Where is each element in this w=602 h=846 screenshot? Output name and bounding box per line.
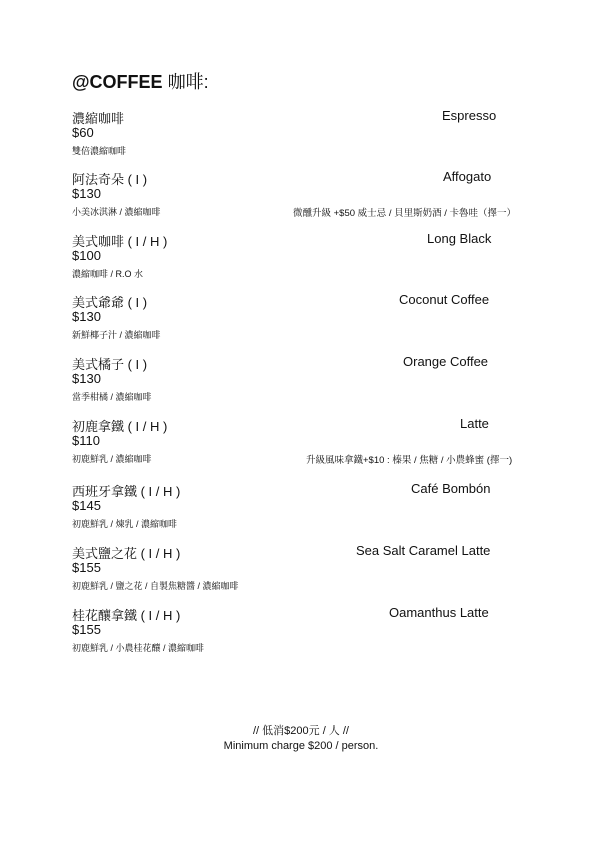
item-desc: 初鹿鮮乳 / 濃縮咖啡	[72, 454, 152, 464]
item-name-zh: 美式鹽之花 ( I / H )	[72, 546, 181, 561]
item-name-en: Affogato	[443, 169, 492, 184]
menu-item-latte	[72, 416, 532, 472]
item-upgrade-note: 升級風味拿鐵+$10 : 榛果 / 焦糖 / 小農蜂蜜 (擇一)	[306, 455, 513, 466]
item-name-zh: 阿法奇朵 ( I )	[72, 172, 148, 187]
item-name-zh: 初鹿拿鐵 ( I / H )	[72, 419, 168, 434]
menu-title	[72, 68, 209, 94]
item-price: $100	[72, 248, 101, 263]
menu-item-espresso	[72, 108, 532, 164]
item-desc: 雙倍濃縮咖啡	[72, 146, 127, 156]
item-name-en: Oamanthus Latte	[389, 605, 489, 620]
item-price: $145	[72, 498, 101, 513]
item-desc: 初鹿鮮乳 / 小農桂花釀 / 濃縮咖啡	[72, 643, 205, 653]
minimum-charge-en: Minimum charge $200 / person.	[223, 740, 379, 752]
item-price: $130	[72, 371, 101, 386]
menu-item-affogato	[72, 169, 532, 225]
item-desc: 初鹿鮮乳 / 煉乳 / 濃縮咖啡	[72, 519, 178, 529]
item-name-zh: 濃縮咖啡	[72, 111, 125, 126]
item-price: $155	[72, 560, 101, 575]
item-upgrade-note: 微醺升級 +$50 威士忌 / 貝里斯奶酒 / 卡魯哇（擇一）	[293, 208, 517, 219]
item-name-en: Coconut Coffee	[399, 292, 490, 307]
menu-item-cafe-bombon	[72, 481, 532, 537]
item-name-zh: 美式橘子 ( I )	[72, 357, 148, 372]
item-name-zh: 美式爺爺 ( I )	[72, 295, 148, 310]
item-desc: 當季柑橘 / 濃縮咖啡	[72, 392, 152, 402]
item-name-en: Long Black	[427, 231, 492, 246]
menu-title-prefix: @COFFEE	[72, 72, 163, 92]
item-name-zh: 美式咖啡 ( I / H )	[72, 234, 168, 249]
menu-item-orange-coffee	[72, 354, 532, 410]
item-desc: 濃縮咖啡 / R.O 水	[72, 269, 144, 279]
menu-item-sea-salt-caramel-latte	[72, 543, 532, 599]
item-name-en: Orange Coffee	[403, 354, 489, 369]
minimum-charge-note	[0, 724, 602, 754]
item-desc: 新鮮椰子汁 / 濃縮咖啡	[72, 330, 161, 340]
item-price: $130	[72, 309, 101, 324]
item-name-zh: 桂花釀拿鐵 ( I / H )	[72, 608, 181, 623]
item-price: $110	[72, 433, 100, 448]
menu-item-coconut-coffee	[72, 292, 532, 348]
item-desc: 初鹿鮮乳 / 鹽之花 / 自製焦糖醬 / 濃縮咖啡	[72, 581, 239, 591]
menu-item-long-black	[72, 231, 532, 287]
item-price: $60	[72, 125, 94, 140]
item-name-zh: 西班牙拿鐵 ( I / H )	[72, 484, 181, 499]
item-name-en: Latte	[460, 416, 489, 431]
menu-item-osmanthus-latte	[72, 605, 532, 661]
item-price: $155	[72, 622, 101, 637]
menu-title-zh: 咖啡	[167, 72, 204, 92]
item-name-en: Espresso	[442, 108, 497, 123]
menu-title-colon: :	[203, 72, 209, 92]
item-name-en: Sea Salt Caramel Latte	[356, 543, 491, 558]
item-desc: 小美冰淇淋 / 濃縮咖啡	[72, 207, 161, 217]
item-name-en: Café Bombón	[411, 481, 491, 496]
minimum-charge-zh: // 低消$200元 / 人 //	[253, 725, 349, 737]
item-price: $130	[72, 186, 101, 201]
